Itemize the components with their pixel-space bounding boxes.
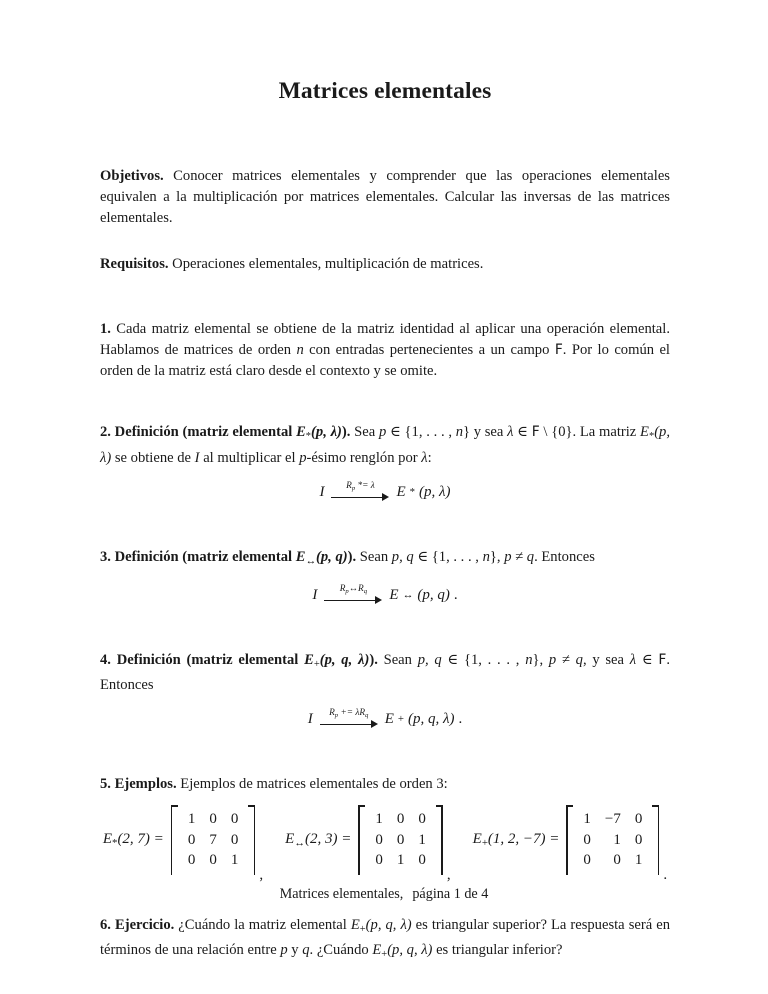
- spacer-before-item4: [100, 610, 670, 650]
- item1-text-1: Cada matriz elemental se obtiene de la matriz identidad al aplicar una operación elemental. Hablamos de matrices de orden: [100, 320, 670, 359]
- item2-math-I: I: [194, 449, 200, 466]
- matrix-3-body: [573, 805, 652, 875]
- matrix-cell: 0: [187, 852, 196, 869]
- left-bracket-icon: [171, 805, 178, 875]
- matrix-2-label-subscript: ↔: [294, 836, 306, 849]
- matrix-3-trailing: .: [663, 866, 668, 883]
- equation-item-2: [100, 469, 670, 507]
- item4-number: 4.: [100, 651, 111, 668]
- item3-definition-label: Definición (matriz elemental: [110, 548, 296, 565]
- item4-text-5: ∈: [636, 651, 659, 668]
- eq4-arrow-label-mid: += λR: [338, 707, 366, 718]
- item2-math-lambda: λ: [507, 424, 514, 441]
- item6-text-2: es triangular superior? La respuesta será en términos de una relación entre: [100, 916, 670, 958]
- item6-math-E-subscript: +: [359, 923, 366, 935]
- item6-text-5: es triangular inferior?: [432, 941, 563, 958]
- eq2-rhs-subscript: *: [409, 486, 416, 499]
- item2-text-2: ∈ {1, . . . ,: [386, 424, 456, 441]
- item3-number: 3.: [100, 548, 111, 565]
- spacer-before-objetivos: [100, 105, 670, 166]
- item4-text-4: , y sea: [582, 651, 630, 668]
- left-bracket-icon: [566, 805, 573, 875]
- matrix-cell: 1: [187, 811, 196, 828]
- matrix-2-label-args: (2, 3) =: [305, 830, 352, 847]
- item5-body: Ejemplos de matrices elementales de orden 3:: [176, 775, 448, 792]
- item1-number: 1.: [100, 320, 111, 337]
- item4-math-n: n: [525, 651, 533, 668]
- item2-math-lambda2: λ: [421, 449, 428, 466]
- item6-math-p: p: [280, 941, 288, 958]
- matrix-cell: 0: [583, 852, 591, 869]
- item2-math-E-args: (p, λ): [100, 424, 670, 466]
- matrix-cell: 0: [396, 831, 405, 848]
- item2-text-7: al multiplicar el: [199, 449, 300, 466]
- right-arrow-icon: [320, 720, 378, 729]
- requisitos-body: Operaciones elementales, multiplicación de matrices.: [168, 255, 484, 272]
- matrix-cell: 0: [209, 811, 217, 828]
- item4-math-field: F: [658, 651, 667, 668]
- matrix-1-label-subscript: *: [112, 836, 118, 849]
- eq2-rhs-E: E: [396, 483, 406, 500]
- eq2-arrow-label-op: *= λ: [355, 480, 375, 491]
- matrix-3-label-E: E: [472, 830, 482, 847]
- spacer-before-item3: [100, 507, 670, 547]
- item6-text-1: ¿Cuándo la matriz elemental: [174, 916, 351, 933]
- footer-doc-name: Matrices elementales,: [279, 886, 404, 902]
- item3-head-close: ).: [347, 548, 357, 565]
- matrix-3-label: [473, 831, 567, 849]
- matrix-cell: 0: [583, 831, 591, 848]
- eq3-arrow-label-mid: ↔R: [348, 583, 364, 594]
- matrix-cell: 0: [613, 852, 621, 869]
- paragraph-item-5: [100, 774, 670, 795]
- eq3-rhs-E: E: [389, 586, 399, 603]
- page-footer: [0, 886, 768, 903]
- paragraph-objetivos: [100, 166, 670, 230]
- matrix-cell: 0: [634, 811, 643, 828]
- item3-head-math-E: E: [295, 548, 306, 565]
- item6-text-3: y: [287, 941, 303, 958]
- objetivos-body: Conocer matrices elementales y comprender que las operaciones elementales equivalen a la multiplicación por matrices elementales. Calcular las inversas de las matrices elementales.: [100, 168, 670, 227]
- eq4-arrow-label-sub2: q: [365, 711, 369, 719]
- matrix-cell: 1: [396, 852, 405, 869]
- matrix-cell: 0: [375, 831, 383, 848]
- item6-text-4: . ¿Cuándo: [309, 941, 373, 958]
- matrix-row: [368, 809, 433, 830]
- item3-text-1: Sean: [356, 548, 392, 565]
- item2-head-math-E: E: [296, 424, 306, 441]
- item4-definition-label: Definición (matriz elemental: [110, 651, 305, 668]
- item2-text-3: } y sea: [463, 424, 508, 441]
- paragraph-item-1: [100, 319, 670, 383]
- matrix-2-brackets: [358, 805, 443, 875]
- eq3-trailing: .: [453, 586, 458, 603]
- eq4-operation-arrow: [320, 708, 378, 729]
- item4-text-6: . Entonces: [100, 651, 670, 693]
- item1-text-2: con entradas pertenecientes a un campo: [303, 342, 555, 359]
- objetivos-label: Objetivos.: [100, 168, 164, 184]
- matrix-1-body: [178, 805, 249, 875]
- paragraph-item-4: [100, 650, 670, 696]
- item2-math-E-subscript: *: [648, 431, 655, 443]
- matrix-cell: 0: [230, 831, 239, 848]
- item2-math-p: p: [378, 424, 387, 441]
- item3-math-n: n: [482, 548, 490, 565]
- matrix-cell: 1: [418, 831, 426, 848]
- matrix-2-label: [285, 831, 358, 849]
- page-title: Matrices elementales: [278, 78, 492, 104]
- matrix-cell: 0: [634, 831, 643, 848]
- matrix-cell: 0: [418, 811, 426, 828]
- item2-text-1: Sea: [350, 424, 379, 441]
- eq4-trailing: .: [458, 710, 463, 727]
- eq2-arrow-label-R: R: [346, 480, 352, 491]
- item6-math-q: q: [302, 941, 310, 958]
- matrix-row: [576, 830, 649, 851]
- item1-text-3: . Por lo común el orden de la matriz está claro desde el contexto y se omite.: [100, 342, 670, 380]
- item4-head-math-subscript: +: [313, 658, 320, 670]
- matrix-row: [181, 830, 246, 851]
- item4-text-1: Sean: [377, 651, 418, 668]
- eq4-arrow-label-R: R: [329, 707, 335, 718]
- matrix-3-label-subscript: +: [481, 836, 488, 849]
- matrix-1-label-E: E: [102, 830, 113, 847]
- matrix-cell: 7: [209, 831, 217, 848]
- item2-math-n: n: [455, 424, 463, 441]
- item3-text-4: . Entonces: [534, 548, 595, 565]
- item3-text-3: },: [489, 548, 505, 565]
- eq2-rhs-args: (p, λ): [419, 483, 451, 500]
- item1-math-n: n: [296, 342, 304, 359]
- item2-math-field: F: [531, 424, 540, 441]
- eq2-lhs: I: [319, 483, 325, 500]
- item2-head-math-args: (p, λ): [311, 424, 342, 441]
- eq3-arrow-label-R: R: [339, 583, 346, 594]
- spacer-before-item2: [100, 382, 670, 422]
- matrix-row: [181, 850, 246, 871]
- item3-text-2: ∈ {1, . . . ,: [413, 548, 483, 565]
- item4-text-2: ∈ {1, . . . ,: [441, 651, 526, 668]
- item2-text-9: :: [427, 449, 432, 466]
- eq4-lhs: I: [307, 710, 313, 727]
- spacer-before-item1: [100, 275, 670, 319]
- matrix-example-3: [472, 805, 668, 883]
- equation-item-3: [100, 572, 670, 610]
- matrix-cell: 0: [187, 831, 196, 848]
- paragraph-item-6: [100, 915, 670, 965]
- eq3-arrow-label-sub2: q: [363, 587, 368, 595]
- item2-text-6: se obtiene de: [111, 449, 195, 466]
- matrix-row: [576, 850, 649, 871]
- item6-math-E2: E: [372, 941, 382, 958]
- right-bracket-icon: [652, 805, 659, 875]
- matrix-cell: 0: [230, 811, 239, 828]
- right-bracket-icon: [248, 805, 255, 875]
- eq3-rhs-args: (p, q): [417, 586, 450, 603]
- eq2-operation-arrow: [331, 481, 389, 502]
- paragraph-requisitos: [100, 254, 670, 275]
- requisitos-label: Requisitos.: [100, 255, 169, 272]
- spacer-before-requisitos: [100, 230, 670, 254]
- item2-text-8: -ésimo renglón por: [306, 449, 422, 466]
- matrix-row: [368, 830, 433, 851]
- left-bracket-icon: [358, 805, 365, 875]
- item4-text-3: },: [532, 651, 549, 668]
- eq4-arrow-label-sub: p: [334, 711, 339, 719]
- item6-number: 6.: [100, 916, 111, 933]
- matrix-example-1: [102, 805, 267, 883]
- eq3-arrow-label-sub: p: [345, 587, 349, 595]
- matrix-3-label-args: (1, 2, −7) =: [487, 830, 560, 847]
- item2-math-p2: p: [299, 449, 307, 466]
- matrix-example-2: [285, 805, 455, 883]
- item2-text-5: \ {0}. La matriz: [539, 424, 641, 441]
- item2-math-E: E: [640, 424, 649, 441]
- matrix-row: [576, 809, 649, 830]
- matrix-cell: −7: [604, 811, 621, 828]
- item2-head-math-subscript: *: [305, 431, 312, 443]
- matrix-cell: 1: [613, 831, 621, 848]
- matrix-row: [181, 809, 246, 830]
- item2-number: 2.: [100, 424, 111, 441]
- spacer-before-item5: [100, 734, 670, 774]
- item3-math-pneq: p ≠ q: [504, 548, 535, 565]
- item6-math-E: E: [350, 916, 360, 933]
- eq3-lhs: I: [312, 586, 318, 603]
- matrix-cell: 0: [209, 852, 217, 869]
- eq3-operation-arrow: [324, 584, 382, 605]
- eq4-rhs-subscript: +: [397, 713, 404, 726]
- eq3-rhs-subscript: ↔: [402, 589, 414, 602]
- item4-head-close: ).: [369, 651, 378, 668]
- right-arrow-icon: [331, 493, 389, 502]
- item3-head-math-args: (p, q): [315, 548, 348, 565]
- eq2-arrow-label-sub: p: [351, 484, 356, 492]
- page-content: [100, 0, 670, 965]
- examples-matrix-row: [100, 795, 670, 883]
- item5-number: 5.: [100, 775, 111, 792]
- matrix-2-label-E: E: [285, 830, 295, 847]
- equation-item-4: [100, 696, 670, 734]
- footer-page-info: página 1 de 4: [412, 886, 489, 902]
- matrix-cell: 1: [230, 852, 239, 869]
- eq4-rhs-E: E: [384, 710, 394, 727]
- item2-definition-label: Definición (matriz elemental: [110, 424, 297, 441]
- paragraph-item-2: [100, 422, 670, 468]
- matrix-cell: 1: [634, 852, 643, 869]
- matrix-1-label: [103, 831, 171, 849]
- item6-math-E2-args: (p, q, λ): [387, 941, 433, 958]
- item6-label: Ejercicio.: [110, 916, 175, 933]
- right-bracket-icon: [436, 805, 443, 875]
- item5-label: Ejemplos.: [110, 775, 177, 792]
- eq4-rhs-args: (p, q, λ): [408, 710, 455, 727]
- item2-text-4: ∈: [513, 424, 532, 441]
- matrix-1-trailing: ,: [259, 866, 264, 883]
- item4-math-pneq: p ≠ q: [548, 651, 583, 668]
- matrix-1-brackets: [171, 805, 256, 875]
- matrix-cell: 1: [583, 811, 591, 828]
- item1-math-field: F: [554, 342, 563, 359]
- item4-head-math-args: (p, q, λ): [319, 651, 370, 668]
- item3-head-math-subscript: ↔: [305, 555, 316, 567]
- paragraph-item-3: [100, 547, 670, 572]
- item4-head-math-E: E: [304, 651, 314, 668]
- item6-math-E-args: (p, q, λ): [365, 916, 412, 933]
- matrix-cell: 1: [375, 811, 383, 828]
- matrix-cell: 0: [396, 811, 405, 828]
- matrix-cell: 0: [375, 852, 383, 869]
- matrix-2-trailing: ,: [446, 866, 451, 883]
- matrix-row: [368, 850, 433, 871]
- matrix-2-body: [365, 805, 436, 875]
- matrix-1-label-args: (2, 7) =: [117, 830, 164, 847]
- item3-math-pq: p, q: [391, 548, 414, 565]
- right-arrow-icon: [324, 596, 382, 605]
- item6-math-E2-subscript: +: [381, 948, 388, 960]
- item4-math-lambda: λ: [629, 651, 637, 668]
- item2-head-close: ).: [341, 424, 351, 441]
- matrix-cell: 0: [418, 852, 426, 869]
- matrix-3-brackets: [566, 805, 659, 875]
- item4-math-pq: p, q: [417, 651, 442, 668]
